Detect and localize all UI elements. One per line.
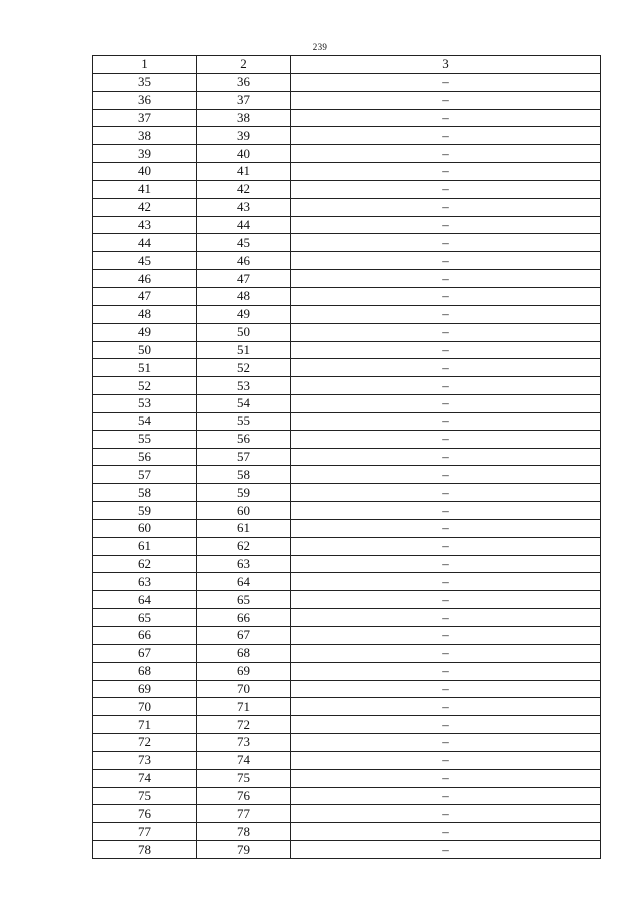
table-cell: 51 bbox=[93, 359, 197, 377]
table-cell: 36 bbox=[93, 91, 197, 109]
table-cell: – bbox=[291, 644, 601, 662]
table-header bbox=[93, 56, 601, 74]
table-cell: 35 bbox=[93, 73, 197, 91]
table-body bbox=[93, 73, 601, 858]
table-cell: 60 bbox=[197, 502, 291, 520]
table-row bbox=[93, 609, 601, 627]
table-cell: 44 bbox=[197, 216, 291, 234]
table-cell: – bbox=[291, 270, 601, 288]
table-cell: 52 bbox=[93, 377, 197, 395]
table-row bbox=[93, 305, 601, 323]
table-cell: – bbox=[291, 448, 601, 466]
table-cell: 72 bbox=[93, 734, 197, 752]
table-cell: 67 bbox=[197, 627, 291, 645]
table-row bbox=[93, 395, 601, 413]
table-row bbox=[93, 287, 601, 305]
table-row bbox=[93, 252, 601, 270]
table-cell: – bbox=[291, 787, 601, 805]
table-cell: – bbox=[291, 751, 601, 769]
table-cell: 79 bbox=[197, 841, 291, 859]
table-cell: 58 bbox=[197, 466, 291, 484]
column-header: 1 bbox=[93, 56, 197, 74]
table-cell: 73 bbox=[93, 751, 197, 769]
table-row bbox=[93, 377, 601, 395]
table-cell: 65 bbox=[93, 609, 197, 627]
table-cell: – bbox=[291, 198, 601, 216]
table-cell: 62 bbox=[93, 555, 197, 573]
table-cell: 48 bbox=[197, 287, 291, 305]
table-row bbox=[93, 163, 601, 181]
table-cell: 74 bbox=[197, 751, 291, 769]
table-cell: 62 bbox=[197, 537, 291, 555]
table-cell: 78 bbox=[93, 841, 197, 859]
table-cell: – bbox=[291, 341, 601, 359]
table-row bbox=[93, 751, 601, 769]
column-header: 2 bbox=[197, 56, 291, 74]
table-cell: 59 bbox=[197, 484, 291, 502]
table-cell: 64 bbox=[93, 591, 197, 609]
table-cell: 50 bbox=[93, 341, 197, 359]
table-cell: 45 bbox=[197, 234, 291, 252]
table-row bbox=[93, 680, 601, 698]
table-cell: 71 bbox=[93, 716, 197, 734]
table-cell: 70 bbox=[93, 698, 197, 716]
table-cell: 71 bbox=[197, 698, 291, 716]
table-row bbox=[93, 823, 601, 841]
table-cell: – bbox=[291, 573, 601, 591]
table-cell: – bbox=[291, 109, 601, 127]
table-cell: 75 bbox=[93, 787, 197, 805]
table-cell: 77 bbox=[197, 805, 291, 823]
table-cell: – bbox=[291, 180, 601, 198]
table-row bbox=[93, 769, 601, 787]
table-cell: 74 bbox=[93, 769, 197, 787]
table-cell: 40 bbox=[197, 145, 291, 163]
table-row bbox=[93, 555, 601, 573]
table-cell: – bbox=[291, 734, 601, 752]
table-cell: – bbox=[291, 163, 601, 181]
table-row bbox=[93, 145, 601, 163]
table-row bbox=[93, 805, 601, 823]
table-cell: 68 bbox=[197, 644, 291, 662]
table-cell: – bbox=[291, 591, 601, 609]
table-cell: 66 bbox=[197, 609, 291, 627]
table-row bbox=[93, 573, 601, 591]
table-cell: – bbox=[291, 484, 601, 502]
table-row bbox=[93, 198, 601, 216]
table-row bbox=[93, 627, 601, 645]
table-cell: 59 bbox=[93, 502, 197, 520]
table-cell: 47 bbox=[93, 287, 197, 305]
table-row bbox=[93, 644, 601, 662]
table-cell: 49 bbox=[93, 323, 197, 341]
table-row bbox=[93, 359, 601, 377]
table-cell: 39 bbox=[93, 145, 197, 163]
table-row bbox=[93, 698, 601, 716]
table-cell: 67 bbox=[93, 644, 197, 662]
table-cell: – bbox=[291, 395, 601, 413]
table-cell: 40 bbox=[93, 163, 197, 181]
table-cell: 50 bbox=[197, 323, 291, 341]
table-cell: – bbox=[291, 145, 601, 163]
table-row bbox=[93, 716, 601, 734]
table-cell: – bbox=[291, 537, 601, 555]
table-cell: – bbox=[291, 287, 601, 305]
table-row bbox=[93, 519, 601, 537]
table-row bbox=[93, 216, 601, 234]
table-cell: 66 bbox=[93, 627, 197, 645]
table-cell: – bbox=[291, 502, 601, 520]
table-cell: 69 bbox=[93, 680, 197, 698]
table-row bbox=[93, 341, 601, 359]
table-cell: 42 bbox=[93, 198, 197, 216]
table-cell: 38 bbox=[93, 127, 197, 145]
table-cell: 43 bbox=[93, 216, 197, 234]
table-row bbox=[93, 734, 601, 752]
table-row bbox=[93, 91, 601, 109]
table-cell: – bbox=[291, 359, 601, 377]
table-cell: – bbox=[291, 698, 601, 716]
table-cell: 37 bbox=[197, 91, 291, 109]
table-cell: 53 bbox=[93, 395, 197, 413]
table-cell: 58 bbox=[93, 484, 197, 502]
table-cell: 43 bbox=[197, 198, 291, 216]
table-cell: 54 bbox=[93, 412, 197, 430]
table-cell: 44 bbox=[93, 234, 197, 252]
table-cell: 61 bbox=[93, 537, 197, 555]
table-cell: 68 bbox=[93, 662, 197, 680]
table-row bbox=[93, 412, 601, 430]
table-cell: 76 bbox=[197, 787, 291, 805]
table-cell: 56 bbox=[93, 448, 197, 466]
table-row bbox=[93, 591, 601, 609]
table-cell: 52 bbox=[197, 359, 291, 377]
table-row bbox=[93, 537, 601, 555]
table-cell: – bbox=[291, 430, 601, 448]
table-cell: – bbox=[291, 466, 601, 484]
table-cell: – bbox=[291, 519, 601, 537]
table-cell: – bbox=[291, 127, 601, 145]
table-row bbox=[93, 662, 601, 680]
table-cell: 77 bbox=[93, 823, 197, 841]
table-cell: – bbox=[291, 234, 601, 252]
table-cell: 39 bbox=[197, 127, 291, 145]
table-cell: – bbox=[291, 823, 601, 841]
table-cell: 60 bbox=[93, 519, 197, 537]
table-cell: 63 bbox=[197, 555, 291, 573]
table-cell: 57 bbox=[93, 466, 197, 484]
table-cell: – bbox=[291, 662, 601, 680]
table-row bbox=[93, 109, 601, 127]
table-row bbox=[93, 430, 601, 448]
table-row bbox=[93, 323, 601, 341]
table-cell: 41 bbox=[197, 163, 291, 181]
table-cell: – bbox=[291, 323, 601, 341]
table-cell: 41 bbox=[93, 180, 197, 198]
table-cell: 72 bbox=[197, 716, 291, 734]
data-table bbox=[92, 55, 601, 859]
table-cell: – bbox=[291, 73, 601, 91]
table-cell: 55 bbox=[197, 412, 291, 430]
table-cell: – bbox=[291, 716, 601, 734]
table-header-row bbox=[93, 56, 601, 74]
table-row bbox=[93, 73, 601, 91]
table-cell: 57 bbox=[197, 448, 291, 466]
table-cell: 69 bbox=[197, 662, 291, 680]
table-cell: 64 bbox=[197, 573, 291, 591]
table-cell: 37 bbox=[93, 109, 197, 127]
table-cell: 76 bbox=[93, 805, 197, 823]
table-cell: – bbox=[291, 91, 601, 109]
table-cell: 73 bbox=[197, 734, 291, 752]
table-cell: – bbox=[291, 216, 601, 234]
column-header: 3 bbox=[291, 56, 601, 74]
table-cell: 78 bbox=[197, 823, 291, 841]
table-cell: – bbox=[291, 412, 601, 430]
page-number: 239 bbox=[312, 42, 328, 52]
table-cell: 55 bbox=[93, 430, 197, 448]
table-cell: 63 bbox=[93, 573, 197, 591]
table-cell: 70 bbox=[197, 680, 291, 698]
table-cell: – bbox=[291, 841, 601, 859]
table-row bbox=[93, 234, 601, 252]
table-row bbox=[93, 484, 601, 502]
table-cell: 36 bbox=[197, 73, 291, 91]
table-row bbox=[93, 180, 601, 198]
table-cell: – bbox=[291, 555, 601, 573]
table-cell: 47 bbox=[197, 270, 291, 288]
table-cell: – bbox=[291, 627, 601, 645]
table-cell: 45 bbox=[93, 252, 197, 270]
table-cell: 61 bbox=[197, 519, 291, 537]
table-cell: – bbox=[291, 305, 601, 323]
table-cell: 56 bbox=[197, 430, 291, 448]
table-cell: 49 bbox=[197, 305, 291, 323]
table-cell: 42 bbox=[197, 180, 291, 198]
table-cell: 46 bbox=[197, 252, 291, 270]
table-cell: – bbox=[291, 377, 601, 395]
table-cell: 75 bbox=[197, 769, 291, 787]
table-cell: 54 bbox=[197, 395, 291, 413]
table-cell: – bbox=[291, 609, 601, 627]
table-row bbox=[93, 466, 601, 484]
table-cell: 51 bbox=[197, 341, 291, 359]
table-row bbox=[93, 448, 601, 466]
table-row bbox=[93, 502, 601, 520]
table-cell: 48 bbox=[93, 305, 197, 323]
table-cell: – bbox=[291, 680, 601, 698]
table-row bbox=[93, 787, 601, 805]
table-cell: – bbox=[291, 805, 601, 823]
table-row bbox=[93, 841, 601, 859]
table-row bbox=[93, 127, 601, 145]
table-cell: 46 bbox=[93, 270, 197, 288]
table-cell: 53 bbox=[197, 377, 291, 395]
table-cell: 38 bbox=[197, 109, 291, 127]
table-cell: – bbox=[291, 252, 601, 270]
table-cell: 65 bbox=[197, 591, 291, 609]
table-cell: – bbox=[291, 769, 601, 787]
table-row bbox=[93, 270, 601, 288]
